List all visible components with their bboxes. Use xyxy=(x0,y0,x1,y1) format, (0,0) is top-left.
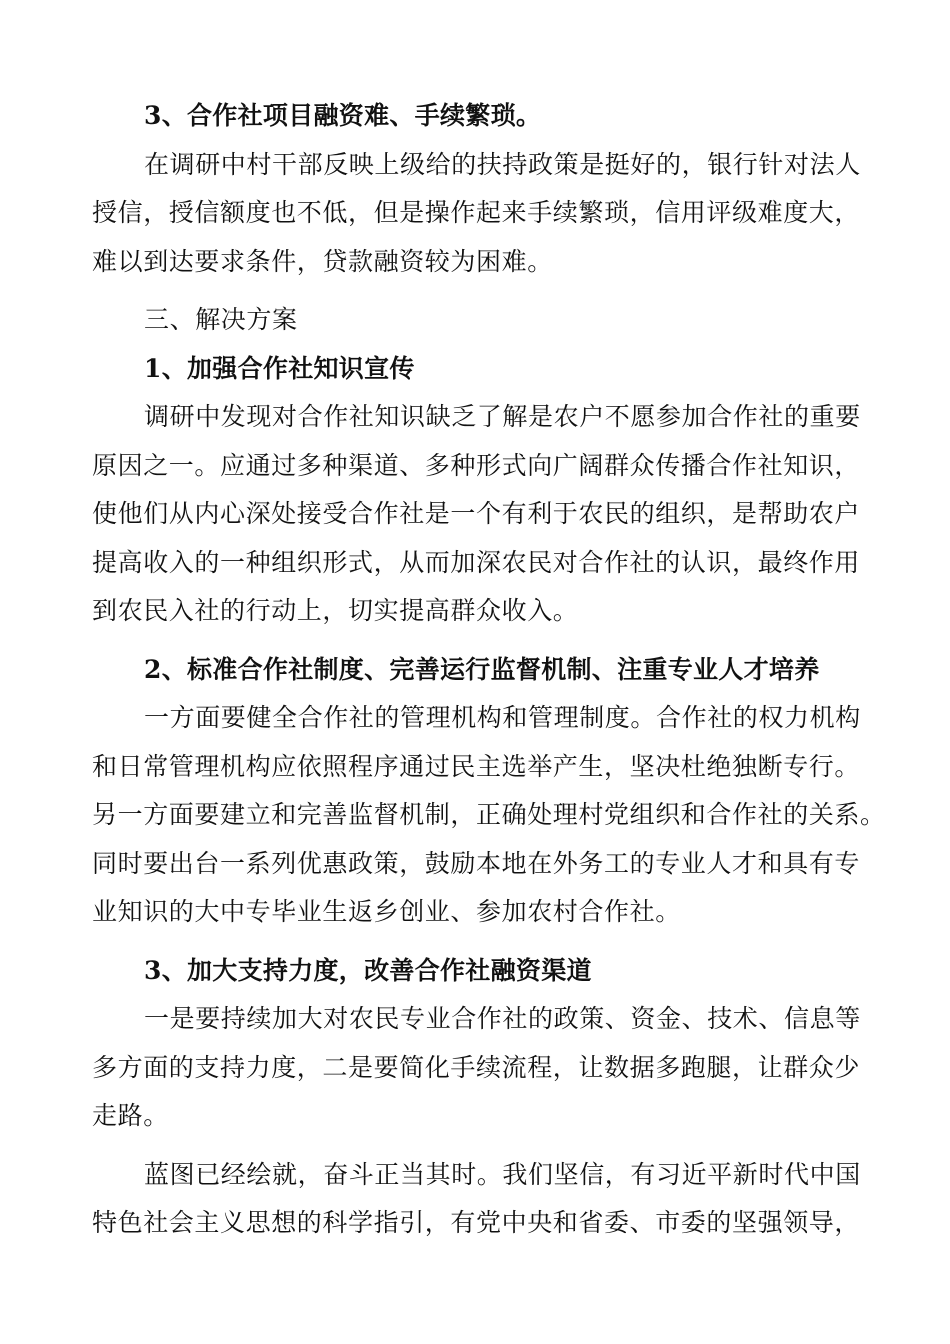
paragraph-line: 蓝图已经绘就，奋斗正当其时。我们坚信，有习近平新时代中国 xyxy=(144,1159,861,1189)
paragraph-line: 一是要持续加大对农民专业合作社的政策、资金、技术、信息等 xyxy=(144,1004,861,1033)
paragraph-line: 业知识的大中专毕业生返乡创业、参加农村合作社。 xyxy=(92,897,681,926)
paragraph-line: 走路。 xyxy=(92,1101,169,1130)
document-body xyxy=(92,92,886,1248)
heading-financing-difficulty: 3、合作社项目融资难、手续繁琐。 xyxy=(144,101,542,130)
paragraph-blueprint xyxy=(92,1151,872,1248)
paragraph-line: 另一方面要建立和完善监督机制，正确处理村党组织和合作社的关系。 xyxy=(92,800,886,829)
paragraph-line: 原因之一。应通过多种渠道、多种形式向广阔群众传播合作社知识， xyxy=(92,450,861,480)
heading-standard-system: 2、标准合作社制度、完善运行监督机制、注重专业人才培养 xyxy=(144,654,820,684)
paragraph-line: 到农民入社的行动上，切实提高群众收入。 xyxy=(92,596,579,625)
paragraph-line: 一方面要健全合作社的管理机构和管理制度。合作社的权力机构 xyxy=(144,703,861,732)
paragraph-support xyxy=(92,995,872,1141)
paragraph-line: 和日常管理机构应依照程序通过民主选举产生，坚决杜绝独断专行。 xyxy=(92,751,861,781)
paragraph-knowledge xyxy=(92,393,872,636)
paragraph-line: 在调研中村干部反映上级给的扶持政策是挺好的，银行针对法人 xyxy=(144,149,861,179)
paragraph-line: 多方面的支持力度，二是要简化手续流程，让数据多跑腿，让群众少 xyxy=(92,1052,861,1082)
heading-knowledge-promotion: 1、加强合作社知识宣传 xyxy=(144,353,415,383)
paragraph-line: 授信，授信额度也不低，但是操作起来手续繁琐，信用评级难度大， xyxy=(92,198,861,227)
paragraph-line: 同时要出台一系列优惠政策，鼓励本地在外务工的专业人才和具有专 xyxy=(92,848,861,878)
paragraph-line: 特色社会主义思想的科学指引，有党中央和省委、市委的坚强领导， xyxy=(92,1208,861,1237)
paragraph-line: 使他们从内心深处接受合作社是一个有利于农民的组织，是帮助农户 xyxy=(92,499,861,528)
paragraph-line: 调研中发现对合作社知识缺乏了解是农户不愿参加合作社的重要 xyxy=(144,402,861,431)
heading-support-financing: 3、加大支持力度，改善合作社融资渠道 xyxy=(144,955,592,985)
paragraph-line: 难以到达要求条件，贷款融资较为困难。 xyxy=(92,246,553,276)
paragraph-system xyxy=(92,694,886,937)
paragraph-line: 提高收入的一种组织形式，从而加深农民对合作社的认识，最终作用 xyxy=(92,547,861,577)
heading-solutions: 三、解决方案 xyxy=(144,305,298,334)
paragraph-financing xyxy=(92,141,872,287)
